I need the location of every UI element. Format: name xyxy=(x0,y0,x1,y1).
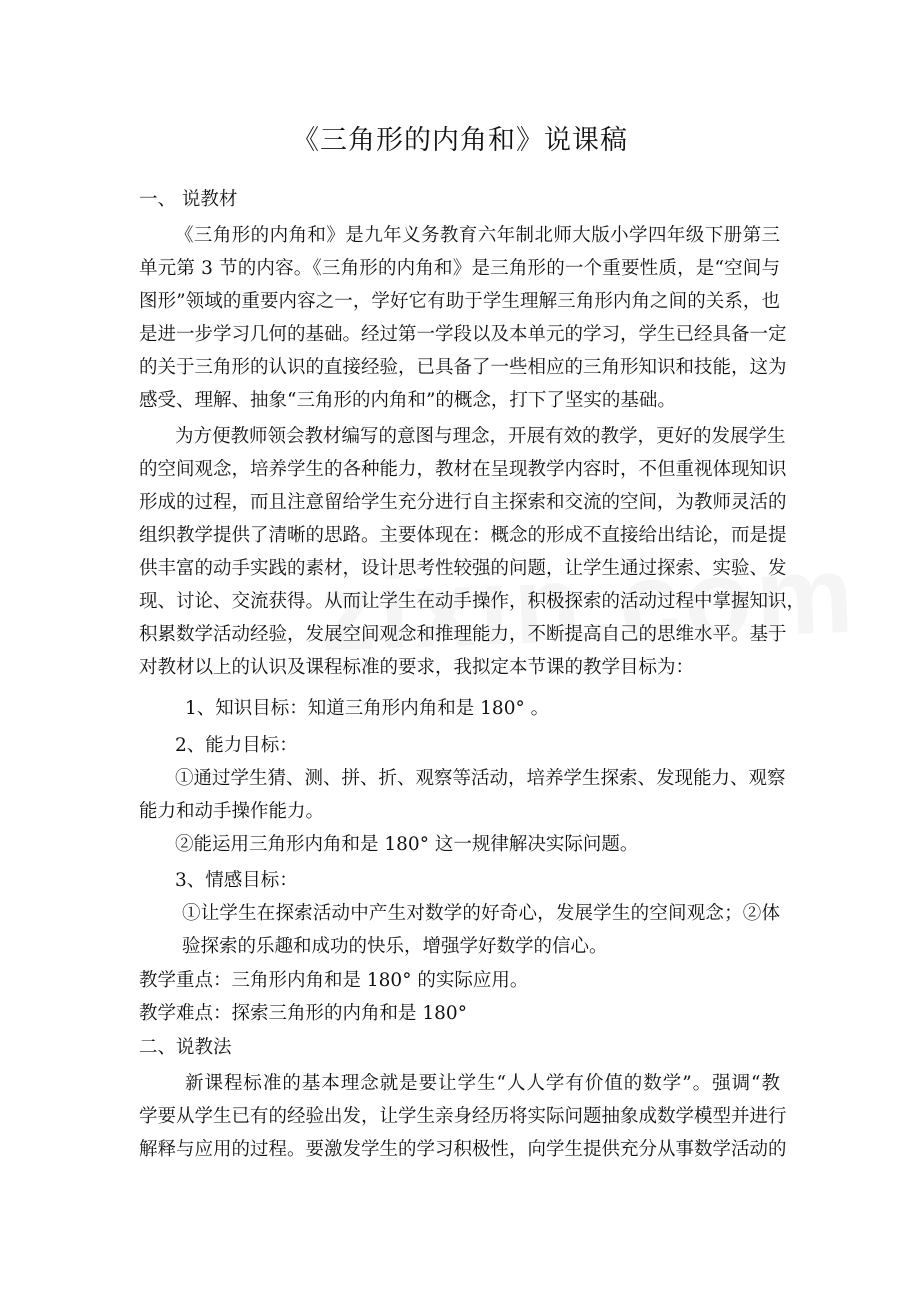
goal-emotion-item: 验探索的乐趣和成功的快乐，增强学好数学的信心。 xyxy=(182,936,608,957)
paragraph-line: 现、讨论、交流获得。从而让学生在动手操作，积极探索的活动过程中掌握知识， xyxy=(139,591,806,612)
paragraph-line: 为方便教师领会教材编写的意图与理念，开展有效的教学，更好的发展学生 xyxy=(175,426,786,447)
paragraph-line: 积累数学活动经验，发展空间观念和推理能力，不断提高自己的思维水平。基于 xyxy=(139,624,787,645)
goal-ability-item: ①通过学生猜、测、拼、折、观察等活动，培养学生探索、发现能力、观察 xyxy=(175,768,786,789)
teaching-difficulty: 教学难点：探索三角形的内角和是 180° xyxy=(139,1003,467,1024)
page-title: 《三角形的内角和》说课稿 xyxy=(292,125,628,156)
paragraph-line: 图形”领域的重要内容之一，学好它有助于学生理解三角形内角之间的关系，也 xyxy=(139,291,780,312)
section-heading: 一、 说教材 xyxy=(139,189,238,210)
goal-ability-heading: 2、能力目标： xyxy=(175,735,298,756)
paragraph-line: 组织教学提供了清晰的思路。主要体现在：概念的形成不直接给出结论，而是提 xyxy=(139,525,787,546)
paragraph-line: 形成的过程，而且注意留给学生充分进行自主探索和交流的空间，为教师灵活的 xyxy=(139,492,787,513)
paragraph-line: 解释与应用的过程。要激发学生的学习积极性，向学生提供充分从事数学活动的 xyxy=(139,1139,787,1160)
paragraph-line: 学要从学生已有的经验出发，让学生亲身经历将实际问题抽象成数学模型并进行 xyxy=(139,1106,787,1127)
paragraph-line: 的关于三角形的认识的直接经验，已具备了一些相应的三角形知识和技能，这为 xyxy=(139,357,787,378)
paragraph-line: 的空间观念，培养学生的各种能力，教材在呈现教学内容时，不但重视体现知识 xyxy=(139,459,787,480)
goal-ability-item: 能力和动手操作能力。 xyxy=(139,801,325,822)
paragraph-line: 新课程标准的基本理念就是要让学生“人人学有价值的数学”。强调“教 xyxy=(185,1073,780,1094)
goal-ability-item: ②能运用三角形内角和是 180° 这一规律解决实际问题。 xyxy=(175,834,639,855)
teaching-focus: 教学重点：三角形内角和是 180° 的实际应用。 xyxy=(139,970,529,991)
goal-emotion-item: ①让学生在探索活动中产生对数学的好奇心，发展学生的空间观念；②体 xyxy=(182,903,780,924)
section-heading: 二、说教法 xyxy=(139,1037,232,1058)
paragraph-line: 单元第 3 节的内容。《三角形的内角和》是三角形的一个重要性质，是“空间与 xyxy=(139,258,780,279)
paragraph-line: 是进一步学习几何的基础。经过第一学段以及本单元的学习，学生已经具备一定 xyxy=(139,324,787,345)
goal-emotion-heading: 3、情感目标： xyxy=(175,870,298,891)
paragraph-line: 《三角形的内角和》是九年义务教育六年制北师大版小学四年级下册第三 xyxy=(175,225,780,246)
paragraph-line: 感受、理解、抽象“三角形的内角和”的概念，打下了坚实的基础。 xyxy=(139,390,676,411)
paragraph-line: 供丰富的动手实践的素材，设计思考性较强的问题，让学生通过探索、实验、发 xyxy=(139,558,787,579)
goal-knowledge: 1、知识目标：知道三角形内角和是 180° 。 xyxy=(185,698,550,719)
paragraph-line: 对教材以上的认识及课程标准的要求，我拟定本节课的教学目标为： xyxy=(139,657,695,678)
